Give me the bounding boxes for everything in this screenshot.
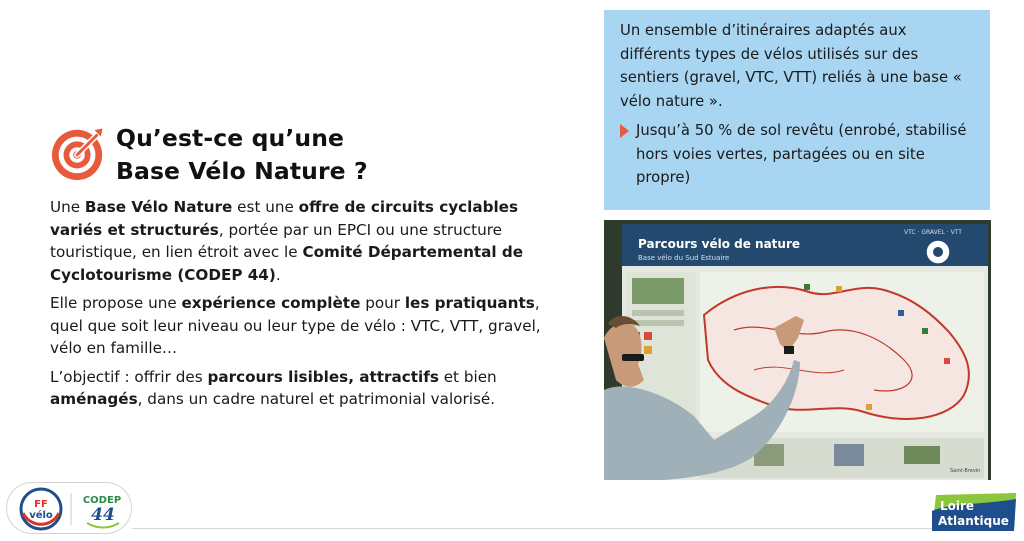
codep-logo-number: 44 [91, 505, 115, 525]
info-bullet [620, 119, 976, 190]
ffvelo-logo-bottom: vélo [29, 510, 53, 521]
title-line-1: Qu’est-ce qu’une [116, 124, 345, 152]
body-text [50, 196, 570, 417]
bold-text-run: Comité Départemental de Cyclotourisme (CODEP 44) [50, 243, 524, 284]
text-run: , quel que soit leur niveau ou leur type de vélo : VTC, VTT, gravel, vélo en famille… [50, 294, 541, 357]
map-board-photo [604, 220, 991, 480]
text-run: Elle propose une [50, 294, 182, 312]
text-run: , dans un cadre naturel et patrimonial valorisé. [137, 390, 496, 408]
partner-logos-badge [6, 482, 132, 534]
map-board-illustration [604, 220, 991, 480]
footer-divider [132, 528, 976, 529]
codep-logo-text: CODEP [82, 495, 122, 506]
info-bullet-text: Jusqu’à 50 % de sol revêtu (enrobé, stabilisé hors voies vertes, partagées ou en site propre) [636, 122, 967, 186]
ffvelo-logo-top: FF [34, 499, 48, 510]
text-run: , portée par un EPCI ou une structure touristique, en lien étroit avec le [50, 220, 502, 261]
text-run: pour [360, 294, 405, 312]
bullet-arrow-icon [620, 124, 629, 138]
bold-text-run: Base Vélo Nature [84, 198, 233, 216]
info-intro: Un ensemble d’itinéraires adaptés aux différents types de vélos utilisés sur des sentiers (gravel, VTC, VTT) reliés à une base « vélo nature ». [620, 22, 962, 110]
text-run: . [275, 265, 281, 284]
text-run: est une [232, 198, 299, 216]
board-title: Parcours vélo de nature [638, 237, 801, 251]
heading-block [50, 122, 368, 188]
page-title [116, 122, 368, 188]
board-tags: VTC · GRAVEL · VTT [904, 229, 962, 236]
paragraph-experience [50, 292, 570, 360]
text-run: et bien [438, 367, 497, 386]
partner-logos [7, 483, 133, 535]
board-town-label: Saint-Brevin [950, 468, 981, 474]
loire-logo-line1: Loire [940, 499, 975, 513]
paragraph-objective [50, 366, 570, 411]
bold-text-run: offre de circuits cyclables variés et structurés [50, 198, 519, 239]
bold-text-run: parcours lisibles, attractifs [207, 367, 439, 386]
text-run: Une [50, 198, 85, 216]
bold-text-run: aménagés [50, 390, 138, 408]
paragraph-definition [50, 196, 570, 286]
loire-logo-line2: Atlantique [938, 514, 1009, 528]
title-line-2: Base Vélo Nature ? [116, 157, 368, 185]
target-icon [50, 124, 108, 182]
text-run: L’objectif : offrir des [50, 367, 208, 386]
info-box [604, 10, 990, 210]
bold-text-run: expérience complète [181, 294, 361, 312]
board-subtitle: Base vélo du Sud Estuaire [638, 254, 730, 262]
bold-text-run: les pratiquants [404, 294, 535, 312]
loire-atlantique-logo [930, 491, 1018, 533]
